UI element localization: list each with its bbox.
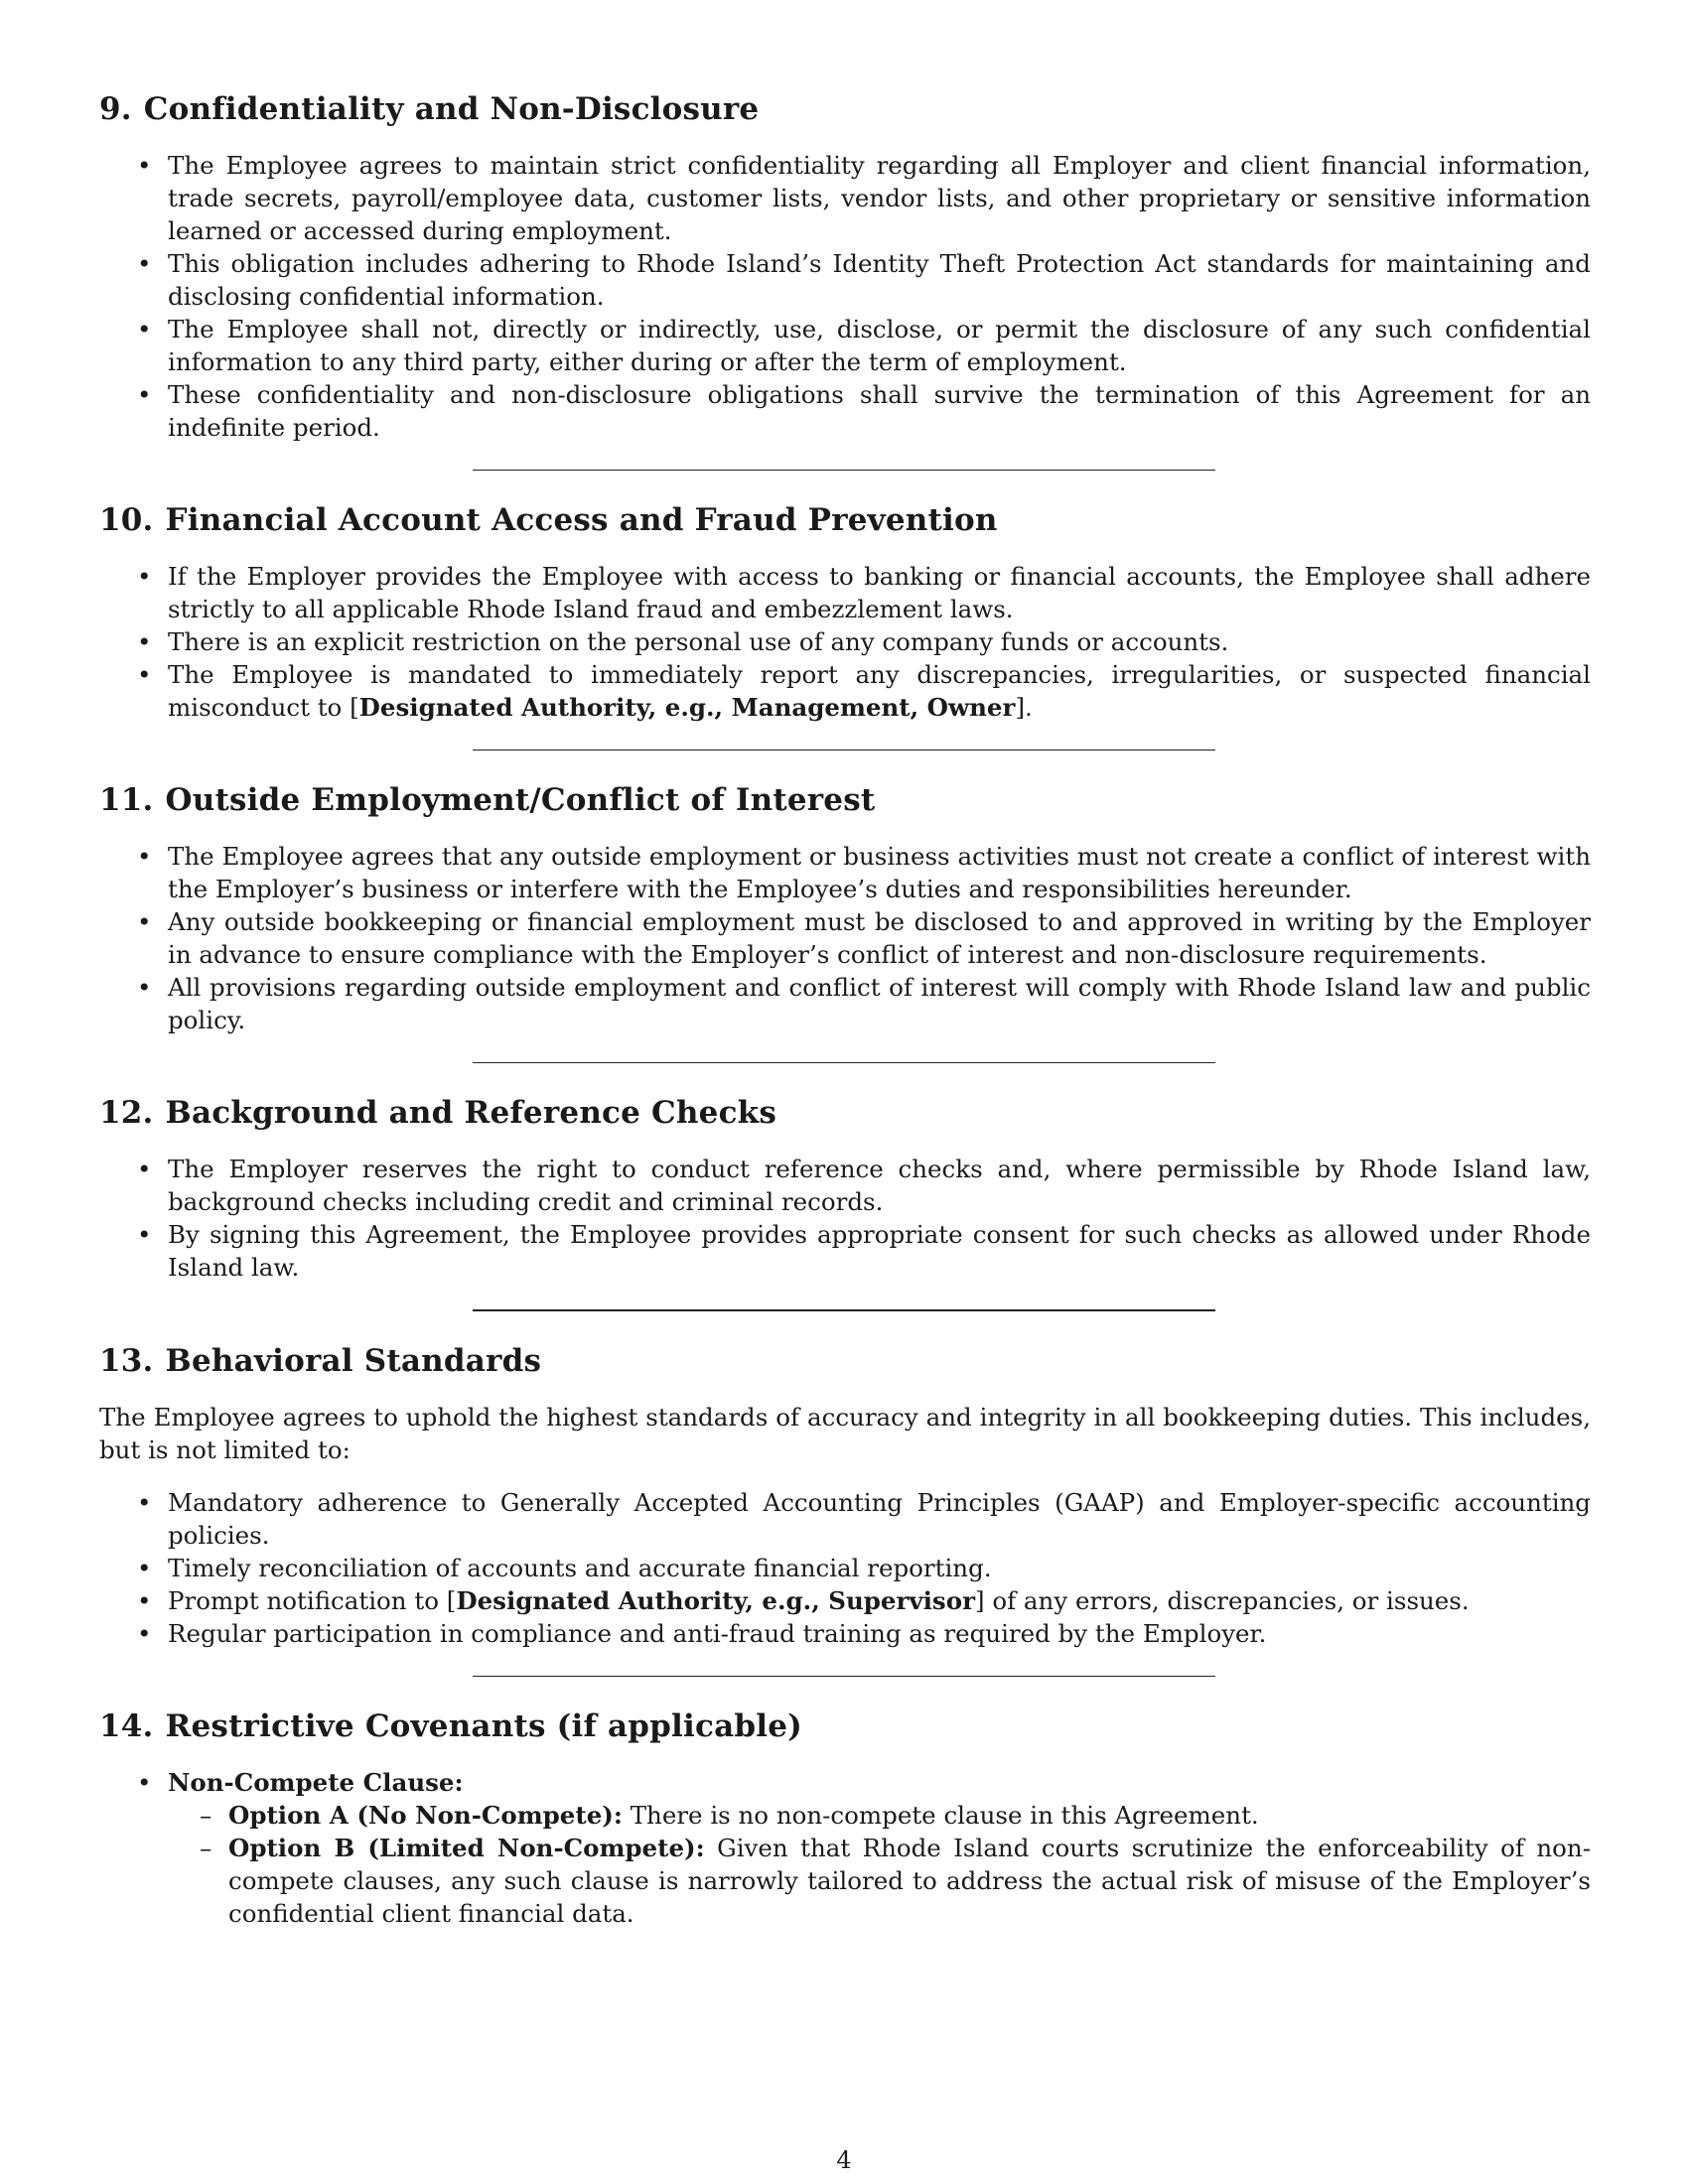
section-divider [473,750,1215,751]
section-background-checks [99,1091,1591,1284]
list-item-text: The Employee is mandated to immediately report any discrepancies, irregularities, or suspected financial misconduct to [ [168,660,1591,722]
option-item [168,1799,1591,1832]
section-heading [99,498,1591,542]
bullet-list [99,840,1591,1036]
list-item: • The Employer reserves the right to conduct reference checks and, where permissible by Rhode Island law, background checks including credit and criminal records. [99,1153,1591,1218]
section-number: 10. [99,502,154,538]
bullet-list [99,149,1591,444]
list-item: • The Employee shall not, directly or indirectly, use, disclose, or permit the disclosure of any such confidential information to any third party, either during or after the term of employment. [99,313,1591,378]
section-divider [473,1676,1215,1677]
section-divider [473,1309,1215,1311]
option-item [168,1832,1591,1930]
section-divider [473,470,1215,471]
list-item-non-compete [99,1766,1591,1930]
section-restrictive-covenants [99,1705,1591,1930]
section-title: Restrictive Covenants (if applicable) [165,1708,802,1744]
list-item: • Timely reconciliation of accounts and accurate financial reporting. [99,1552,1591,1584]
list-item-text: ]. [1015,693,1033,722]
list-item: • By signing this Agreement, the Employee provides appropriate consent for such checks as allowed under Rhode Island law. [99,1218,1591,1284]
option-text: Given that Rhode Island courts scrutinize the enforceability of non-compete clauses, any such clause is narrowly tailored to address the actual risk of misuse of the Employer’s confidential client financial data. [228,1834,1591,1928]
list-item [99,658,1591,724]
option-list [168,1799,1591,1930]
page-number: 4 [836,2146,852,2174]
list-item: • If the Employer provides the Employee with access to banking or financial accounts, the Employee shall adhere strictly to all applicable Rhode Island fraud and embezzlement laws. [99,560,1591,625]
list-item: • This obligation includes adhering to Rhode Island’s Identity Theft Protection Act standards for maintaining and disclosing confidential information. [99,247,1591,313]
bullet-list [99,1486,1591,1650]
bullet-list [99,1153,1591,1284]
list-item-text: ] of any errors, discrepancies, or issues. [974,1586,1470,1615]
placeholder-designated-authority: Designated Authority, e.g., Supervisor [456,1586,975,1615]
section-number: 13. [99,1343,154,1379]
section-number: 12. [99,1095,154,1131]
list-item: • Any outside bookkeeping or financial employment must be disclosed to and approved in writing by the Employer in advance to ensure compliance with the Employer’s conflict of interest and non-disclosure requirements. [99,905,1591,971]
list-item: • The Employee agrees that any outside employment or business activities must not create a conflict of interest with the Employer’s business or interfere with the Employee’s duties and responsibilities hereunder. [99,840,1591,905]
section-number: 11. [99,782,154,818]
section-title: Behavioral Standards [165,1343,542,1379]
section-outside-employment [99,778,1591,1036]
option-label: Option B (Limited Non-Compete): [228,1834,705,1862]
section-title: Outside Employment/Conflict of Interest [165,782,876,818]
list-item: • All provisions regarding outside employment and conflict of interest will comply with Rhode Island law and public policy. [99,971,1591,1036]
section-confidentiality [99,87,1591,444]
section-title: Background and Reference Checks [165,1095,776,1131]
list-item: • Mandatory adherence to Generally Accepted Accounting Principles (GAAP) and Employer-specific accounting policies. [99,1486,1591,1552]
option-text: There is no non-compete clause in this Agreement. [622,1801,1259,1830]
bullet-list [99,1766,1591,1930]
section-heading [99,778,1591,822]
document-page [99,87,1591,1930]
list-item: • Regular participation in compliance and anti-fraud training as required by the Employer. [99,1617,1591,1650]
section-heading [99,1705,1591,1748]
section-behavioral-standards [99,1339,1591,1650]
section-heading [99,87,1591,131]
section-number: 9. [99,91,132,127]
list-item: • The Employee agrees to maintain strict confidentiality regarding all Employer and client financial information, trade secrets, payroll/employee data, customer lists, vendor lists, and other proprietary or sensitive information learned or accessed during employment. [99,149,1591,247]
section-number: 14. [99,1708,154,1744]
list-item-text: Prompt notification to [ [168,1586,457,1615]
section-divider [473,1062,1215,1063]
option-label: Option A (No Non-Compete): [228,1801,623,1830]
section-intro: The Employee agrees to uphold the highest standards of accuracy and integrity in all bookkeeping duties. This includes, but is not limited to: [99,1403,1591,1464]
section-heading [99,1091,1591,1135]
clause-label: Non-Compete Clause: [168,1768,464,1797]
list-item: • These confidentiality and non-disclosure obligations shall survive the termination of this Agreement for an indefinite period. [99,378,1591,444]
list-item [99,1584,1591,1617]
section-title: Confidentiality and Non-Disclosure [143,91,760,127]
placeholder-designated-authority: Designated Authority, e.g., Management, Owner [358,693,1016,722]
section-financial-account-access [99,498,1591,724]
section-heading [99,1339,1591,1383]
section-title: Financial Account Access and Fraud Prevention [165,502,998,538]
bullet-list [99,560,1591,724]
list-item: • There is an explicit restriction on the personal use of any company funds or accounts. [99,625,1591,658]
